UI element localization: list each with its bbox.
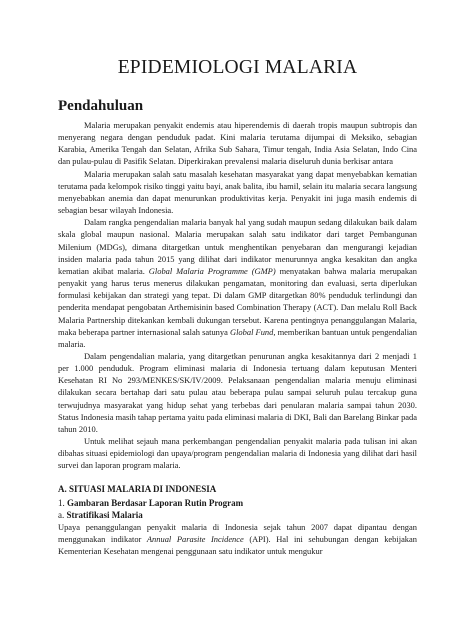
paragraph-3-text-c: , memberikan bantuan untuk pengendalian malaria. <box>58 326 417 349</box>
paragraph-1: Malaria merupakan penyakit endemis atau hiperendemis di daerah tropis maupun subtropis dan menyerang negara dengan penduduk padat. Kini malaria terutama dijumpai di Meksiko, sebagian Karabia, Amerika Tengah dan Selatan, Afrika Sub Sahara, Timur tengah, India Asia Selatan, Indo Cina dan pulau-pulau di Pasifik Selatan. Diperkirakan prevalensi malaria diseluruh dunia berkisar antara <box>58 120 417 167</box>
subheading-a-number: a. <box>58 509 65 520</box>
global-fund-term: Global Fund <box>229 326 274 337</box>
paragraph-6-text-b: (API). Hal ini sehubungan dengan kebijakan Kementerian Kesehatan mengenai penggunaan satu indikator untuk mengukur <box>58 533 417 556</box>
paragraph-6 <box>58 521 417 557</box>
paragraph-5: Untuk melihat sejauh mana perkembangan pengendalian penyakit malaria pada tulisan ini akan dibahas situasi epidemiologi dan upaya/program pengendalian malaria di Indonesia yang dilihat dari hasil survei dan laporan program malaria. <box>58 436 417 471</box>
subheading-1-number: 1. <box>58 497 65 508</box>
paragraph-3-text-b: menyatakan bahwa malaria merupakan penyakit yang harus terus menerus dilakukan pengamatan, monitoring dan evaluasi, serta diperlukan formulasi kebijakan dan strategi yang tepat. Di dalam GMP ditargetkan 80% penduduk terlindungi dan penderita mendapat pengobatan Arthemisinin based Combination Therapy (ACT). Dan melalu Roll Back Malaria Partnership ditekankan kembali dukungan tersebut. Karena pentingnya penanggulangan Malaria, maka beberapa partner internasional salah satunya <box>58 265 417 337</box>
subheading-a <box>58 509 417 521</box>
paragraph-6-text-a: Upaya penanggulangan penyakit malaria di Indonesia sejak tahun 2007 dapat dipantau dengan menggunakan indikator <box>58 521 417 544</box>
document-title: EPIDEMIOLOGI MALARIA <box>117 57 358 78</box>
paragraph-4: Dalam pengendalian malaria, yang ditargetkan penurunan angka kesakitannya dari 2 menjadi 1 per 1.000 penduduk. Program eliminasi malaria di Indonesia tertuang dalam keputusan Menteri Kesehatan RI No 293/MENKES/SK/IV/2009. Pelaksanaan pengendalian malaria menuju eliminasi dilakukan secara bertahap dari satu pulau atau beberapa pulau sampai seluruh pulau tercakup guna terwujudnya masyarakat yang hidup sehat yang terbebas dari penularan malaria sampai tahun 2030. Status Indonesia masih tahap pertama yaitu pada eliminasi malaria di DKI, Bali dan Barelang Binkar pada tahun 2010. <box>58 350 417 434</box>
subheading-1-label: Gambaran Berdasar Laporan Rutin Program <box>67 497 244 508</box>
paragraph-3-text-a: Dalam rangka pengendalian malaria banyak hal yang sudah maupun sedang dilakukan baik dalam skala global maupun nasional. Malaria merupakan salah satu indikator dari target Pembangunan Milenium (MDGs), dimana ditargetkan untuk menghentikan penyebaran dan mengurangi kejadian insiden malaria pada tahun 2015 yang dilihat dari indikator menurunnya angka kesakitan dan angka kematian akibat malaria. <box>58 217 417 276</box>
paragraph-3 <box>58 216 417 350</box>
subheading-1 <box>58 497 417 509</box>
paragraph-2: Malaria merupakan salah satu masalah kesehatan masyarakat yang dapat menyebabkan kematian terutama pada kelompok risiko tinggi yaitu bayi, anak balita, ibu hamil, selain itu malaria secara langsung menyebabkan anemia dan dapat menurunkan produktivitas kerja. Penyakit ini juga masih endemis di sebagian besar wilayah Indonesia. <box>58 168 417 216</box>
gmp-term: Global Malaria Programme (GMP) <box>148 265 276 276</box>
section-heading-a: A. SITUASI MALARIA DI INDONESIA <box>58 483 217 494</box>
section-heading-pendahuluan: Pendahuluan <box>58 98 144 114</box>
api-term: Annual Parasite Incidence <box>146 533 244 544</box>
subheading-a-label: Stratifikasi Malaria <box>66 509 143 520</box>
